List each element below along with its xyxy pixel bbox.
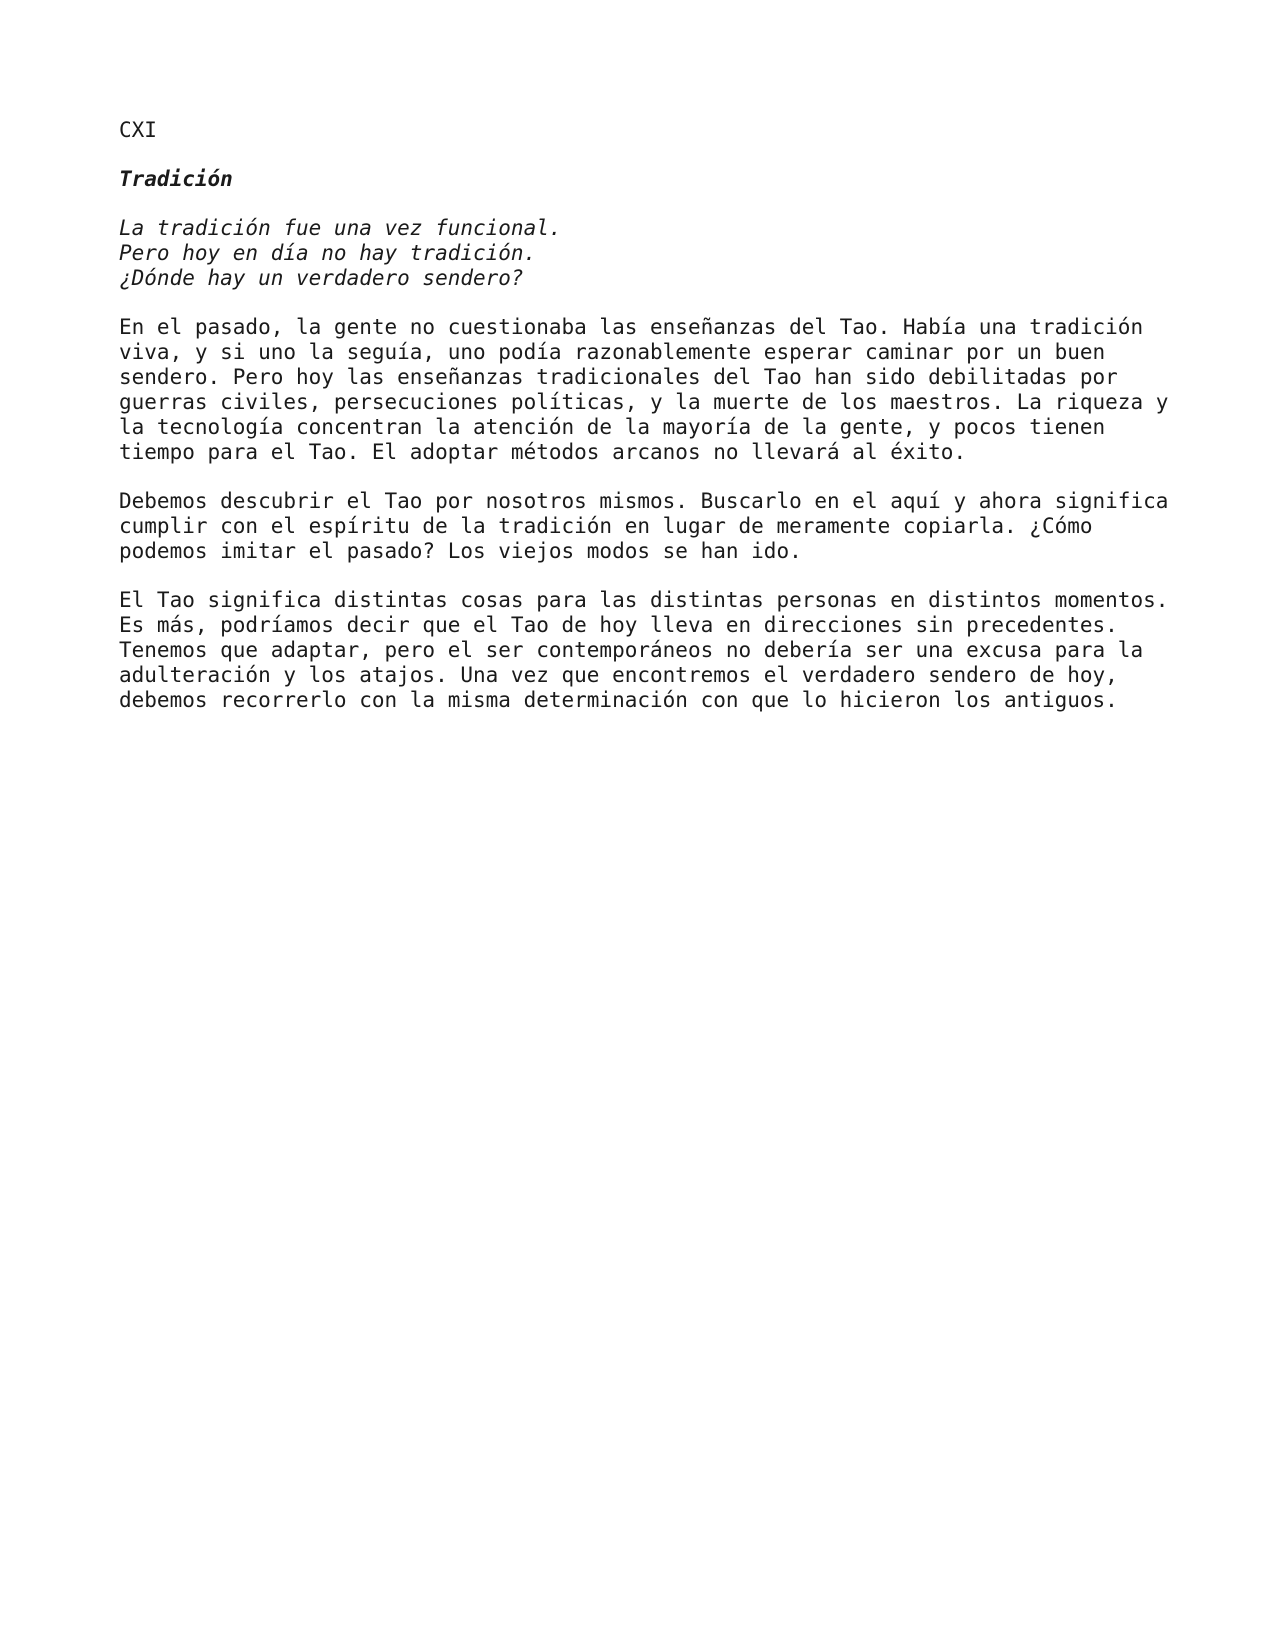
paragraph-line: cumplir con el espíritu de la tradición en lugar de meramente copiarla. ¿Cómo: [119, 514, 1093, 538]
verse-line: Pero hoy en día no hay tradición.: [119, 241, 537, 265]
paragraph-line: El Tao significa distintas cosas para las distintas personas en distintos momentos.: [119, 588, 1169, 612]
verse-line: ¿Dónde hay un verdadero sendero?: [119, 266, 524, 290]
paragraph-line: Debemos descubrir el Tao por nosotros mismos. Buscarlo en el aquí y ahora significa: [119, 489, 1169, 513]
paragraph-line: adulteración y los atajos. Una vez que encontremos el verdadero sendero de hoy,: [119, 663, 1118, 687]
paragraph-line: Tenemos que adaptar, pero el ser contemporáneos no debería ser una excusa para la: [119, 638, 1144, 662]
paragraph-line: guerras civiles, persecuciones políticas, y la muerte de los maestros. La riqueza y: [119, 390, 1169, 414]
body-paragraph-1: [119, 315, 1219, 465]
document-page: [119, 118, 1219, 713]
body-paragraph-2: [119, 489, 1219, 564]
body-paragraph-3: [119, 588, 1219, 713]
epigraph-verse: [119, 216, 1219, 291]
verse-line: La tradición fue una vez funcional.: [119, 216, 562, 240]
chapter-title: Tradición: [119, 167, 233, 191]
paragraph-line: podemos imitar el pasado? Los viejos modos se han ido.: [119, 539, 802, 563]
chapter-number: CXI: [119, 118, 157, 142]
paragraph-line: la tecnología concentran la atención de la mayoría de la gente, y pocos tienen: [119, 415, 1106, 439]
paragraph-line: tiempo para el Tao. El adoptar métodos arcanos no llevará al éxito.: [119, 440, 967, 464]
paragraph-line: sendero. Pero hoy las enseñanzas tradicionales del Tao han sido debilitadas por: [119, 365, 1118, 389]
paragraph-line: Es más, podríamos decir que el Tao de hoy lleva en direcciones sin precedentes.: [119, 613, 1118, 637]
paragraph-line: viva, y si uno la seguía, uno podía razonablemente esperar caminar por un buen: [119, 340, 1106, 364]
paragraph-line: En el pasado, la gente no cuestionaba las enseñanzas del Tao. Había una tradición: [119, 315, 1144, 339]
paragraph-line: debemos recorrerlo con la misma determinación con que lo hicieron los antiguos.: [119, 688, 1118, 712]
